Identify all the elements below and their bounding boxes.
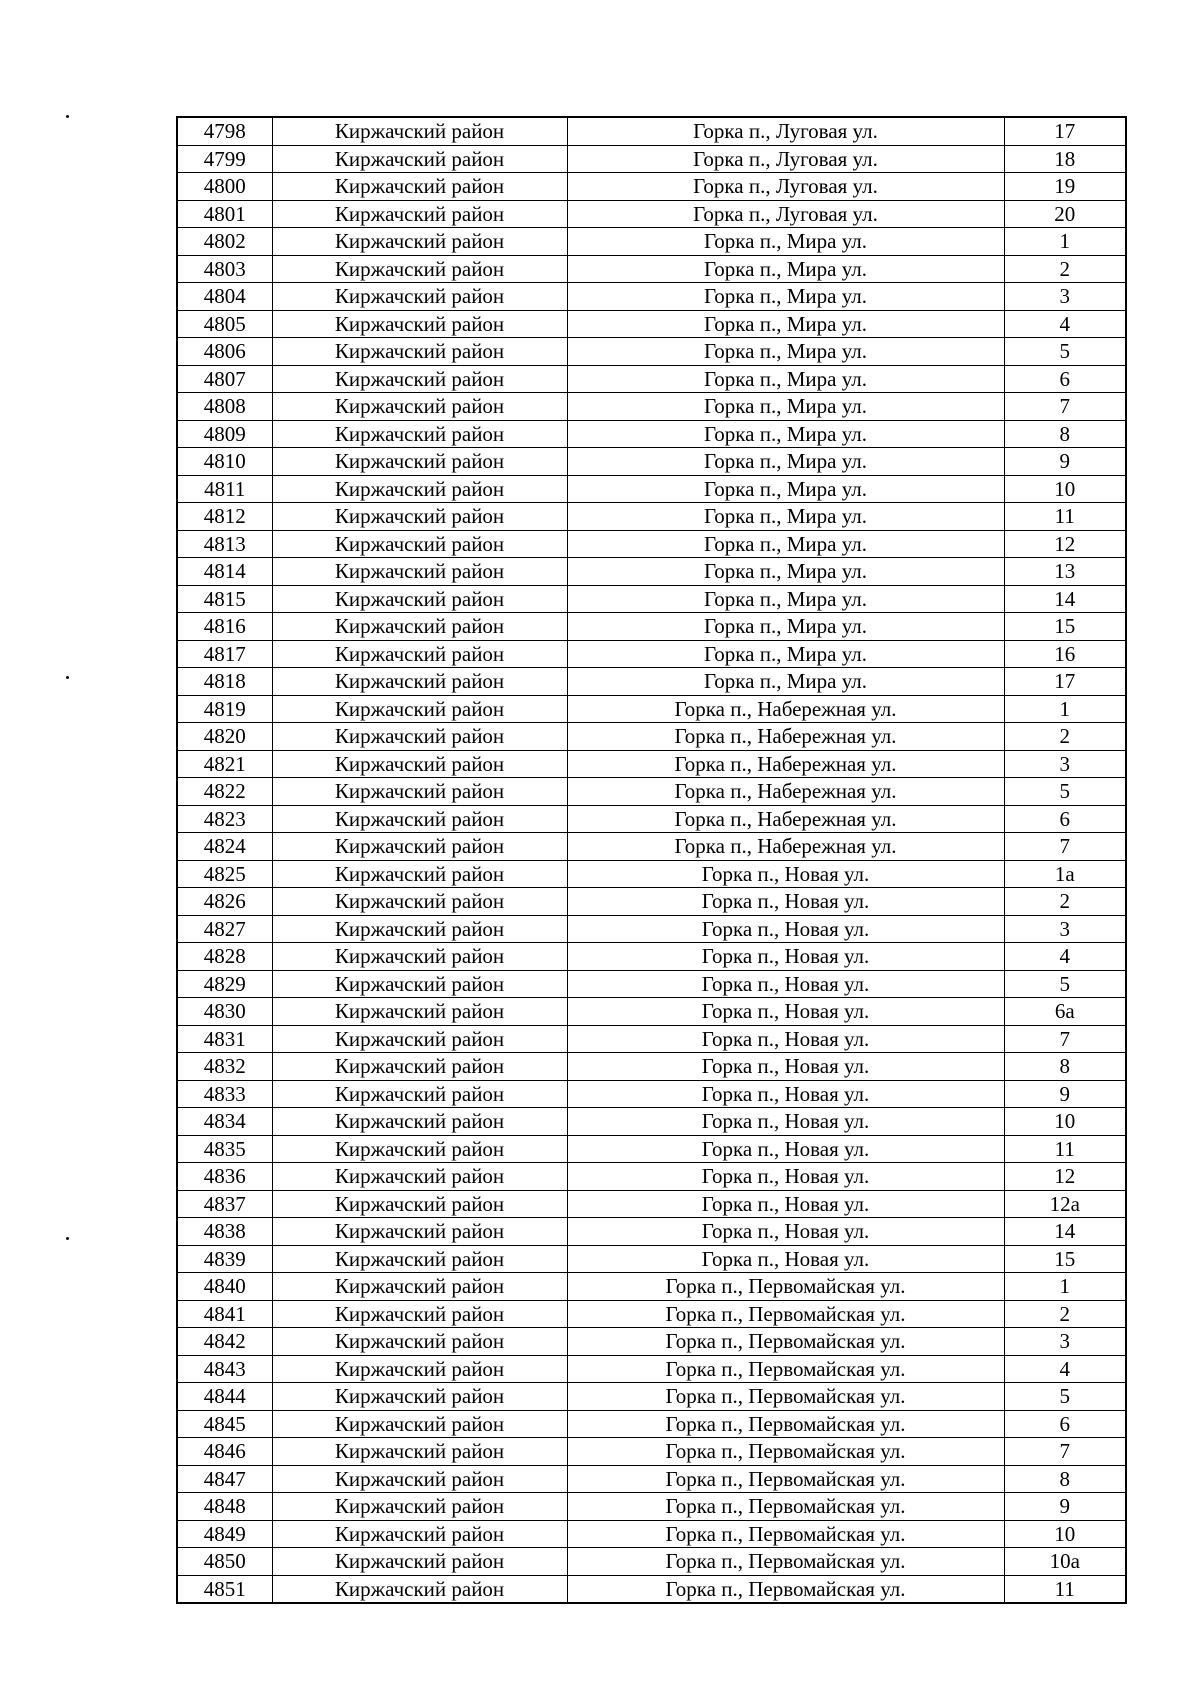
row-number-cell: 4799 [177, 145, 272, 173]
table-row [177, 283, 1126, 311]
row-number-cell: 4800 [177, 173, 272, 201]
row-number-cell: 4825 [177, 860, 272, 888]
house-number-cell: 3 [1004, 1328, 1126, 1356]
address-cell: Горка п., Мира ул. [567, 585, 1004, 613]
address-cell: Горка п., Луговая ул. [567, 173, 1004, 201]
table-row [177, 943, 1126, 971]
table-row [177, 833, 1126, 861]
district-cell: Киржачский район [272, 173, 567, 201]
house-number-cell: 7 [1004, 833, 1126, 861]
row-number-cell: 4806 [177, 338, 272, 366]
district-cell: Киржачский район [272, 613, 567, 641]
row-number-cell: 4818 [177, 668, 272, 696]
table-row [177, 200, 1126, 228]
address-cell: Горка п., Набережная ул. [567, 833, 1004, 861]
row-number-cell: 4816 [177, 613, 272, 641]
row-number-cell: 4835 [177, 1135, 272, 1163]
table-row [177, 1300, 1126, 1328]
address-cell: Горка п., Новая ул. [567, 1190, 1004, 1218]
table-row [177, 503, 1126, 531]
district-cell: Киржачский район [272, 558, 567, 586]
table-row [177, 310, 1126, 338]
district-cell: Киржачский район [272, 503, 567, 531]
row-number-cell: 4846 [177, 1438, 272, 1466]
address-cell: Горка п., Набережная ул. [567, 750, 1004, 778]
address-cell: Горка п., Новая ул. [567, 1080, 1004, 1108]
address-cell: Горка п., Мира ул. [567, 420, 1004, 448]
row-number-cell: 4813 [177, 530, 272, 558]
table-row [177, 805, 1126, 833]
address-cell: Горка п., Мира ул. [567, 640, 1004, 668]
margin-mark [66, 115, 69, 118]
row-number-cell: 4851 [177, 1575, 272, 1603]
house-number-cell: 5 [1004, 970, 1126, 998]
house-number-cell: 15 [1004, 1245, 1126, 1273]
house-number-cell: 2 [1004, 723, 1126, 751]
row-number-cell: 4819 [177, 695, 272, 723]
table-row [177, 668, 1126, 696]
house-number-cell: 10а [1004, 1548, 1126, 1576]
row-number-cell: 4844 [177, 1383, 272, 1411]
address-cell: Горка п., Первомайская ул. [567, 1328, 1004, 1356]
address-cell: Горка п., Новая ул. [567, 1218, 1004, 1246]
district-cell: Киржачский район [272, 1520, 567, 1548]
table-row [177, 640, 1126, 668]
district-cell: Киржачский район [272, 365, 567, 393]
house-number-cell: 4 [1004, 943, 1126, 971]
house-number-cell: 2 [1004, 255, 1126, 283]
address-register-table [176, 116, 1127, 1604]
house-number-cell: 1 [1004, 695, 1126, 723]
address-cell: Горка п., Набережная ул. [567, 695, 1004, 723]
district-cell: Киржачский район [272, 1575, 567, 1603]
district-cell: Киржачский район [272, 283, 567, 311]
address-cell: Горка п., Первомайская ул. [567, 1273, 1004, 1301]
district-cell: Киржачский район [272, 1245, 567, 1273]
house-number-cell: 12 [1004, 530, 1126, 558]
table-row [177, 585, 1126, 613]
house-number-cell: 9 [1004, 1080, 1126, 1108]
district-cell: Киржачский район [272, 393, 567, 421]
district-cell: Киржачский район [272, 1465, 567, 1493]
row-number-cell: 4808 [177, 393, 272, 421]
table-row [177, 915, 1126, 943]
table-row [177, 1025, 1126, 1053]
table-row [177, 613, 1126, 641]
address-cell: Горка п., Луговая ул. [567, 200, 1004, 228]
row-number-cell: 4845 [177, 1410, 272, 1438]
district-cell: Киржачский район [272, 117, 567, 145]
district-cell: Киржачский район [272, 970, 567, 998]
row-number-cell: 4831 [177, 1025, 272, 1053]
house-number-cell: 14 [1004, 1218, 1126, 1246]
row-number-cell: 4840 [177, 1273, 272, 1301]
table-row [177, 530, 1126, 558]
row-number-cell: 4821 [177, 750, 272, 778]
table-row [177, 475, 1126, 503]
row-number-cell: 4850 [177, 1548, 272, 1576]
house-number-cell: 6а [1004, 998, 1126, 1026]
row-number-cell: 4809 [177, 420, 272, 448]
district-cell: Киржачский район [272, 1355, 567, 1383]
district-cell: Киржачский район [272, 915, 567, 943]
address-cell: Горка п., Первомайская ул. [567, 1575, 1004, 1603]
district-cell: Киржачский район [272, 1383, 567, 1411]
table-row [177, 998, 1126, 1026]
table-row [177, 1108, 1126, 1136]
table-row [177, 1273, 1126, 1301]
table-row [177, 1493, 1126, 1521]
address-cell: Горка п., Мира ул. [567, 365, 1004, 393]
house-number-cell: 10 [1004, 475, 1126, 503]
house-number-cell: 12 [1004, 1163, 1126, 1191]
margin-mark [66, 1237, 69, 1240]
table-row [177, 1245, 1126, 1273]
district-cell: Киржачский район [272, 1438, 567, 1466]
house-number-cell: 2 [1004, 1300, 1126, 1328]
district-cell: Киржачский район [272, 448, 567, 476]
address-cell: Горка п., Мира ул. [567, 283, 1004, 311]
house-number-cell: 11 [1004, 1575, 1126, 1603]
table-row [177, 970, 1126, 998]
house-number-cell: 10 [1004, 1520, 1126, 1548]
row-number-cell: 4815 [177, 585, 272, 613]
house-number-cell: 6 [1004, 1410, 1126, 1438]
district-cell: Киржачский район [272, 695, 567, 723]
house-number-cell: 8 [1004, 420, 1126, 448]
house-number-cell: 10 [1004, 1108, 1126, 1136]
address-cell: Горка п., Новая ул. [567, 998, 1004, 1026]
table-row [177, 1548, 1126, 1576]
address-cell: Горка п., Новая ул. [567, 1108, 1004, 1136]
table-row [177, 393, 1126, 421]
row-number-cell: 4807 [177, 365, 272, 393]
district-cell: Киржачский район [272, 200, 567, 228]
row-number-cell: 4839 [177, 1245, 272, 1273]
district-cell: Киржачский район [272, 833, 567, 861]
address-cell: Горка п., Новая ул. [567, 1245, 1004, 1273]
table-row [177, 1575, 1126, 1603]
table-row [177, 1438, 1126, 1466]
table-row [177, 448, 1126, 476]
table-row [177, 860, 1126, 888]
row-number-cell: 4838 [177, 1218, 272, 1246]
row-number-cell: 4810 [177, 448, 272, 476]
row-number-cell: 4811 [177, 475, 272, 503]
house-number-cell: 6 [1004, 805, 1126, 833]
address-cell: Горка п., Мира ул. [567, 393, 1004, 421]
table-row [177, 145, 1126, 173]
address-cell: Горка п., Мира ул. [567, 448, 1004, 476]
table-row [177, 365, 1126, 393]
district-cell: Киржачский район [272, 1548, 567, 1576]
address-cell: Горка п., Новая ул. [567, 1053, 1004, 1081]
district-cell: Киржачский район [272, 943, 567, 971]
address-cell: Горка п., Новая ул. [567, 888, 1004, 916]
address-cell: Горка п., Первомайская ул. [567, 1410, 1004, 1438]
table-row [177, 1080, 1126, 1108]
table-row [177, 695, 1126, 723]
row-number-cell: 4824 [177, 833, 272, 861]
house-number-cell: 5 [1004, 1383, 1126, 1411]
address-cell: Горка п., Первомайская ул. [567, 1355, 1004, 1383]
table-row [177, 1218, 1126, 1246]
address-cell: Горка п., Луговая ул. [567, 145, 1004, 173]
district-cell: Киржачский район [272, 1080, 567, 1108]
house-number-cell: 9 [1004, 1493, 1126, 1521]
district-cell: Киржачский район [272, 1300, 567, 1328]
row-number-cell: 4801 [177, 200, 272, 228]
address-cell: Горка п., Новая ул. [567, 1025, 1004, 1053]
district-cell: Киржачский район [272, 1273, 567, 1301]
house-number-cell: 16 [1004, 640, 1126, 668]
row-number-cell: 4820 [177, 723, 272, 751]
house-number-cell: 11 [1004, 503, 1126, 531]
table-row [177, 778, 1126, 806]
address-cell: Горка п., Первомайская ул. [567, 1383, 1004, 1411]
row-number-cell: 4822 [177, 778, 272, 806]
district-cell: Киржачский район [272, 723, 567, 751]
house-number-cell: 1 [1004, 1273, 1126, 1301]
margin-mark [66, 676, 69, 679]
house-number-cell: 14 [1004, 585, 1126, 613]
table-row [177, 228, 1126, 256]
address-cell: Горка п., Мира ул. [567, 668, 1004, 696]
row-number-cell: 4829 [177, 970, 272, 998]
table-row [177, 1328, 1126, 1356]
address-cell: Горка п., Новая ул. [567, 915, 1004, 943]
house-number-cell: 8 [1004, 1053, 1126, 1081]
house-number-cell: 7 [1004, 1025, 1126, 1053]
row-number-cell: 4827 [177, 915, 272, 943]
district-cell: Киржачский район [272, 888, 567, 916]
district-cell: Киржачский район [272, 310, 567, 338]
address-cell: Горка п., Мира ул. [567, 310, 1004, 338]
row-number-cell: 4826 [177, 888, 272, 916]
district-cell: Киржачский район [272, 778, 567, 806]
district-cell: Киржачский район [272, 1053, 567, 1081]
row-number-cell: 4836 [177, 1163, 272, 1191]
district-cell: Киржачский район [272, 1218, 567, 1246]
address-cell: Горка п., Первомайская ул. [567, 1438, 1004, 1466]
district-cell: Киржачский район [272, 1025, 567, 1053]
address-cell: Горка п., Новая ул. [567, 943, 1004, 971]
row-number-cell: 4828 [177, 943, 272, 971]
address-cell: Горка п., Набережная ул. [567, 778, 1004, 806]
table-row [177, 1465, 1126, 1493]
row-number-cell: 4849 [177, 1520, 272, 1548]
house-number-cell: 4 [1004, 1355, 1126, 1383]
row-number-cell: 4805 [177, 310, 272, 338]
table-row [177, 117, 1126, 145]
address-cell: Горка п., Мира ул. [567, 338, 1004, 366]
district-cell: Киржачский район [272, 640, 567, 668]
row-number-cell: 4834 [177, 1108, 272, 1136]
table-row [177, 1520, 1126, 1548]
house-number-cell: 3 [1004, 283, 1126, 311]
address-cell: Горка п., Луговая ул. [567, 117, 1004, 145]
house-number-cell: 17 [1004, 117, 1126, 145]
address-cell: Горка п., Новая ул. [567, 1135, 1004, 1163]
address-cell: Горка п., Первомайская ул. [567, 1520, 1004, 1548]
house-number-cell: 1а [1004, 860, 1126, 888]
district-cell: Киржачский район [272, 1108, 567, 1136]
district-cell: Киржачский район [272, 228, 567, 256]
district-cell: Киржачский район [272, 1163, 567, 1191]
district-cell: Киржачский район [272, 1493, 567, 1521]
table-row [177, 558, 1126, 586]
row-number-cell: 4802 [177, 228, 272, 256]
district-cell: Киржачский район [272, 420, 567, 448]
table-row [177, 1355, 1126, 1383]
row-number-cell: 4830 [177, 998, 272, 1026]
row-number-cell: 4841 [177, 1300, 272, 1328]
address-cell: Горка п., Первомайская ул. [567, 1493, 1004, 1521]
table-row [177, 173, 1126, 201]
table-row [177, 1135, 1126, 1163]
district-cell: Киржачский район [272, 1135, 567, 1163]
row-number-cell: 4848 [177, 1493, 272, 1521]
row-number-cell: 4837 [177, 1190, 272, 1218]
house-number-cell: 1 [1004, 228, 1126, 256]
address-cell: Горка п., Первомайская ул. [567, 1465, 1004, 1493]
row-number-cell: 4823 [177, 805, 272, 833]
address-cell: Горка п., Мира ул. [567, 475, 1004, 503]
address-cell: Горка п., Набережная ул. [567, 723, 1004, 751]
house-number-cell: 9 [1004, 448, 1126, 476]
row-number-cell: 4832 [177, 1053, 272, 1081]
district-cell: Киржачский район [272, 1328, 567, 1356]
house-number-cell: 18 [1004, 145, 1126, 173]
district-cell: Киржачский район [272, 1190, 567, 1218]
house-number-cell: 7 [1004, 393, 1126, 421]
row-number-cell: 4843 [177, 1355, 272, 1383]
house-number-cell: 2 [1004, 888, 1126, 916]
table-body [177, 117, 1126, 1603]
table-row [177, 1190, 1126, 1218]
address-cell: Горка п., Новая ул. [567, 1163, 1004, 1191]
house-number-cell: 19 [1004, 173, 1126, 201]
address-cell: Горка п., Мира ул. [567, 558, 1004, 586]
address-cell: Горка п., Набережная ул. [567, 805, 1004, 833]
address-cell: Горка п., Первомайская ул. [567, 1548, 1004, 1576]
district-cell: Киржачский район [272, 338, 567, 366]
row-number-cell: 4842 [177, 1328, 272, 1356]
district-cell: Киржачский район [272, 145, 567, 173]
house-number-cell: 8 [1004, 1465, 1126, 1493]
house-number-cell: 7 [1004, 1438, 1126, 1466]
table-row [177, 338, 1126, 366]
house-number-cell: 17 [1004, 668, 1126, 696]
district-cell: Киржачский район [272, 585, 567, 613]
row-number-cell: 4833 [177, 1080, 272, 1108]
house-number-cell: 5 [1004, 338, 1126, 366]
district-cell: Киржачский район [272, 998, 567, 1026]
house-number-cell: 15 [1004, 613, 1126, 641]
address-cell: Горка п., Мира ул. [567, 503, 1004, 531]
table-row [177, 255, 1126, 283]
row-number-cell: 4812 [177, 503, 272, 531]
house-number-cell: 3 [1004, 915, 1126, 943]
district-cell: Киржачский район [272, 668, 567, 696]
row-number-cell: 4804 [177, 283, 272, 311]
house-number-cell: 20 [1004, 200, 1126, 228]
district-cell: Киржачский район [272, 1410, 567, 1438]
district-cell: Киржачский район [272, 475, 567, 503]
district-cell: Киржачский район [272, 805, 567, 833]
table-row [177, 420, 1126, 448]
district-cell: Киржачский район [272, 750, 567, 778]
district-cell: Киржачский район [272, 530, 567, 558]
house-number-cell: 12а [1004, 1190, 1126, 1218]
house-number-cell: 11 [1004, 1135, 1126, 1163]
address-cell: Горка п., Новая ул. [567, 970, 1004, 998]
table-row [177, 1163, 1126, 1191]
table-row [177, 1410, 1126, 1438]
address-cell: Горка п., Первомайская ул. [567, 1300, 1004, 1328]
address-cell: Горка п., Мира ул. [567, 530, 1004, 558]
address-cell: Горка п., Мира ул. [567, 613, 1004, 641]
row-number-cell: 4814 [177, 558, 272, 586]
district-cell: Киржачский район [272, 255, 567, 283]
table-row [177, 750, 1126, 778]
table-row [177, 888, 1126, 916]
house-number-cell: 5 [1004, 778, 1126, 806]
house-number-cell: 13 [1004, 558, 1126, 586]
house-number-cell: 6 [1004, 365, 1126, 393]
address-cell: Горка п., Новая ул. [567, 860, 1004, 888]
address-cell: Горка п., Мира ул. [567, 255, 1004, 283]
address-cell: Горка п., Мира ул. [567, 228, 1004, 256]
table-row [177, 723, 1126, 751]
district-cell: Киржачский район [272, 860, 567, 888]
table-row [177, 1383, 1126, 1411]
row-number-cell: 4798 [177, 117, 272, 145]
house-number-cell: 3 [1004, 750, 1126, 778]
row-number-cell: 4847 [177, 1465, 272, 1493]
row-number-cell: 4817 [177, 640, 272, 668]
table-row [177, 1053, 1126, 1081]
house-number-cell: 4 [1004, 310, 1126, 338]
row-number-cell: 4803 [177, 255, 272, 283]
